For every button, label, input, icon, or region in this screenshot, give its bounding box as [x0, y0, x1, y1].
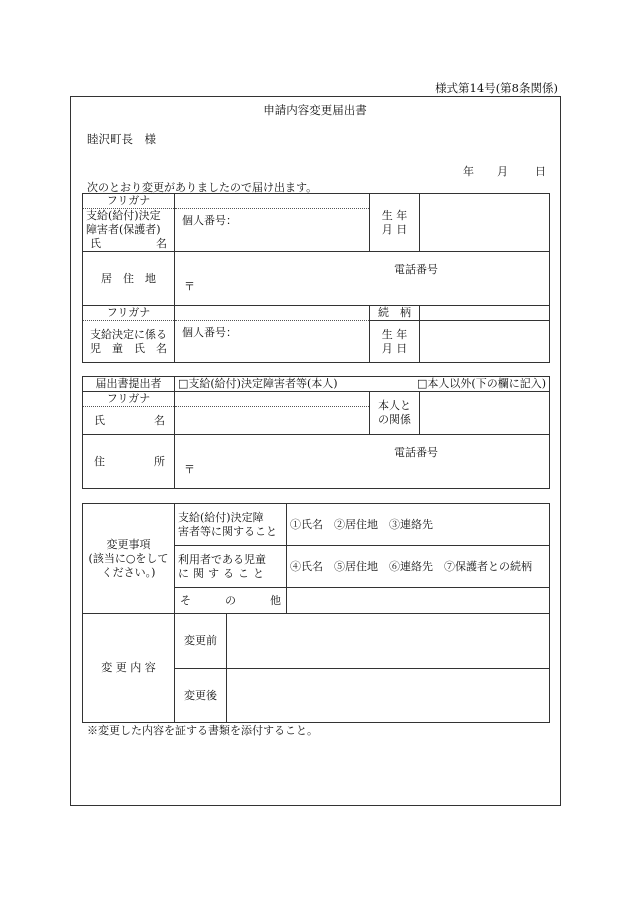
- child-furigana-field[interactable]: [175, 306, 370, 321]
- date-day-label: 日: [535, 165, 546, 178]
- before-field[interactable]: [227, 614, 550, 669]
- relationship-field[interactable]: [420, 392, 550, 435]
- before-label: 変更前: [175, 614, 227, 669]
- child-birthdate-field[interactable]: [420, 321, 550, 363]
- submitter-table: [82, 376, 550, 489]
- furigana-label: フリガナ: [83, 194, 175, 209]
- category-child: 利用者である児童 に関すること: [175, 546, 287, 588]
- postal-mark: 〒: [184, 279, 195, 293]
- submitter-furigana-field[interactable]: [175, 392, 370, 407]
- form-title: 申請内容変更届出書: [263, 103, 367, 117]
- child-name-label: 支給決定に係る 児 童 氏 名: [83, 321, 175, 363]
- child-birthdate-label: 生 年 月 日: [370, 321, 420, 363]
- relationship-label: 本人と の関係: [370, 392, 420, 435]
- form-number: 様式第14号(第8条関係): [435, 81, 558, 95]
- submitter-name-label: 氏 名: [83, 407, 175, 435]
- phone-label: 電話番号: [394, 262, 438, 276]
- kojin-number-label: 個人番号：: [182, 214, 237, 227]
- submitter-options: [175, 377, 550, 392]
- submitter-name-field[interactable]: [175, 407, 370, 435]
- child-name-field[interactable]: [175, 321, 370, 363]
- birthdate-field[interactable]: [420, 194, 550, 252]
- child-kojin-number-label: 個人番号：: [182, 325, 237, 339]
- relation-field[interactable]: [420, 306, 550, 321]
- category-applicant: 支給(給付)決定障 害者等に関すること: [175, 504, 287, 546]
- submitter-address-label: 住 所: [83, 435, 175, 489]
- date-month-label: 月: [497, 165, 508, 178]
- intro-text: 次のとおり変更がありましたので届け出ます。: [87, 181, 318, 194]
- category-applicant-options[interactable]: ①氏名 ②居住地 ③連絡先: [287, 504, 550, 546]
- submitter-postal-mark: 〒: [184, 462, 195, 476]
- change-table: [82, 503, 550, 723]
- submitter-furigana-label: フリガナ: [83, 392, 175, 407]
- child-furigana-label: フリガナ: [83, 306, 175, 321]
- self-option[interactable]: □支給(給付)決定障害者等(本人): [178, 377, 338, 390]
- footnote: ※変更した内容を証する書類を添付すること。: [87, 724, 318, 737]
- addressee: 睦沢町長 様: [87, 132, 156, 146]
- date-year-label: 年: [463, 165, 474, 178]
- residence-field[interactable]: [175, 252, 550, 306]
- submitter-address-field[interactable]: [175, 435, 550, 489]
- relation-label: 続 柄: [370, 306, 420, 321]
- category-other: そ の 他: [175, 588, 287, 614]
- category-other-field[interactable]: [287, 588, 550, 614]
- applicant-name-field[interactable]: [175, 209, 370, 252]
- category-child-options[interactable]: ④氏名 ⑤居住地 ⑥連絡先 ⑦保護者との続柄: [287, 546, 550, 588]
- submitter-label: 届出書提出者: [83, 377, 175, 392]
- after-label: 変更後: [175, 669, 227, 723]
- applicant-table: [82, 193, 550, 363]
- change-content-label: 変 更 内 容: [83, 614, 175, 723]
- applicant-name-label: 支給(給付)決定 障害者(保護者) 氏 名: [83, 209, 175, 252]
- residence-label: 居 住 地: [83, 252, 175, 306]
- change-items-label: 変更事項 (該当に○をして ください。): [83, 504, 175, 614]
- birthdate-label: 生 年 月 日: [370, 194, 420, 252]
- other-option[interactable]: □本人以外(下の欄に記入): [417, 377, 546, 390]
- submitter-phone-label: 電話番号: [394, 445, 438, 459]
- furigana-field[interactable]: [175, 194, 370, 209]
- after-field[interactable]: [227, 669, 550, 723]
